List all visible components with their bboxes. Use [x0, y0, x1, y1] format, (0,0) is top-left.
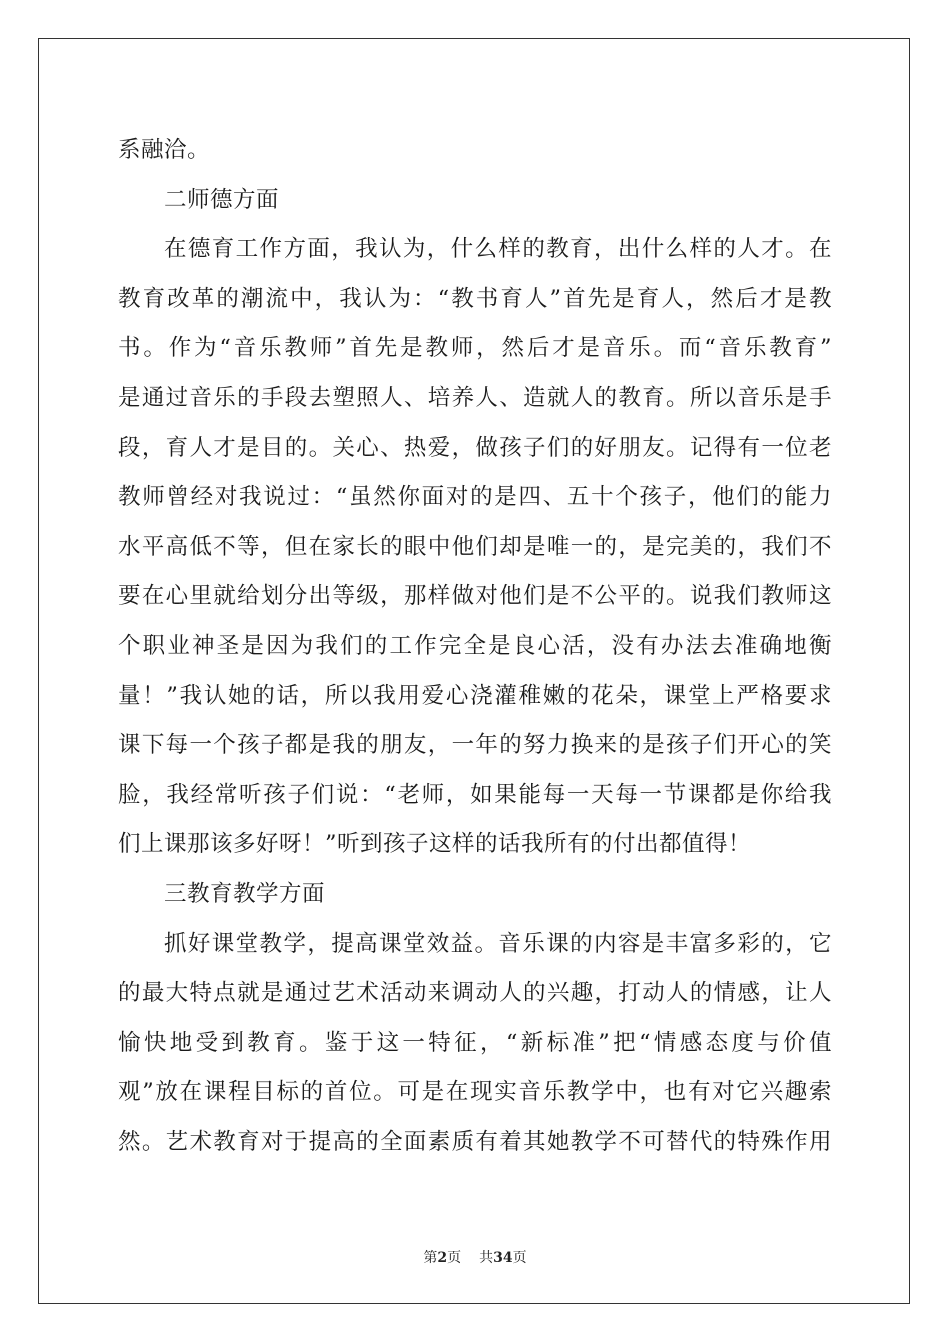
footer-total-suffix: 页	[512, 1250, 527, 1266]
page-footer	[0, 1248, 950, 1268]
paragraph-line: 要在心里就给划分出等级，那样做对他们是不公平的。说我们教师这	[118, 583, 832, 610]
paragraph-line: 的最大特点就是通过艺术活动来调动人的兴趣，打动人的情感，让人	[118, 980, 832, 1007]
paragraph-line: 课下每一个孩子都是我的朋友，一年的努力换来的是孩子们开心的笑	[118, 732, 832, 759]
footer-page-prefix: 第	[423, 1250, 438, 1266]
paragraph-first-line: 在德育工作方面，我认为，什么样的教育，出什么样的人才。在	[164, 236, 832, 263]
paragraph-line: 脸，我经常听孩子们说：“老师，如果能每一天每一节课都是你给我	[118, 781, 832, 808]
section-heading: 三教育教学方面	[164, 880, 326, 907]
paragraph-line: 水平高低不等，但在家长的眼中他们却是唯一的，是完美的，我们不	[118, 533, 832, 560]
footer-page-suffix: 页	[447, 1250, 462, 1266]
paragraph-line: 是通过音乐的手段去塑照人、培养人、造就人的教育。所以音乐是手	[118, 384, 832, 411]
footer-total-prefix: 共	[479, 1250, 494, 1266]
document-body	[118, 126, 832, 1167]
paragraph-line: 愉快地受到教育。鉴于这一特征，“新标准”把“情感态度与价值	[118, 1029, 832, 1056]
paragraph-line: 量！”我认她的话，所以我用爱心浇灌稚嫩的花朵，课堂上严格要求	[118, 682, 832, 709]
paragraph-line: 们上课那该多好呀！”听到孩子这样的话我所有的付出都值得！	[118, 831, 752, 858]
paragraph-line: 书。作为“音乐教师”首先是教师，然后才是音乐。而“音乐教育”	[118, 335, 832, 362]
footer-total-pages: 34	[493, 1250, 513, 1266]
footer-current-page: 2	[437, 1250, 448, 1266]
paragraph-line: 系融洽。	[118, 137, 211, 163]
paragraph-line: 教育改革的潮流中，我认为：“教书育人”首先是育人，然后才是教	[118, 285, 832, 312]
paragraph-line: 教师曾经对我说过：“虽然你面对的是四、五十个孩子，他们的能力	[118, 484, 832, 511]
section-heading: 二师德方面	[164, 186, 280, 213]
paragraph-first-line: 抓好课堂教学，提高课堂效益。音乐课的内容是丰富多彩的，它	[164, 930, 832, 957]
paragraph-line: 观”放在课程目标的首位。可是在现实音乐教学中，也有对它兴趣索	[118, 1079, 832, 1106]
paragraph-line: 段，育人才是目的。关心、热爱，做孩子们的好朋友。记得有一位老	[118, 434, 832, 461]
paragraph-line: 然。艺术教育对于提高的全面素质有着其她教学不可替代的特殊作用	[118, 1128, 832, 1155]
paragraph-line: 个职业神圣是因为我们的工作完全是良心活，没有办法去准确地衡	[118, 632, 832, 659]
